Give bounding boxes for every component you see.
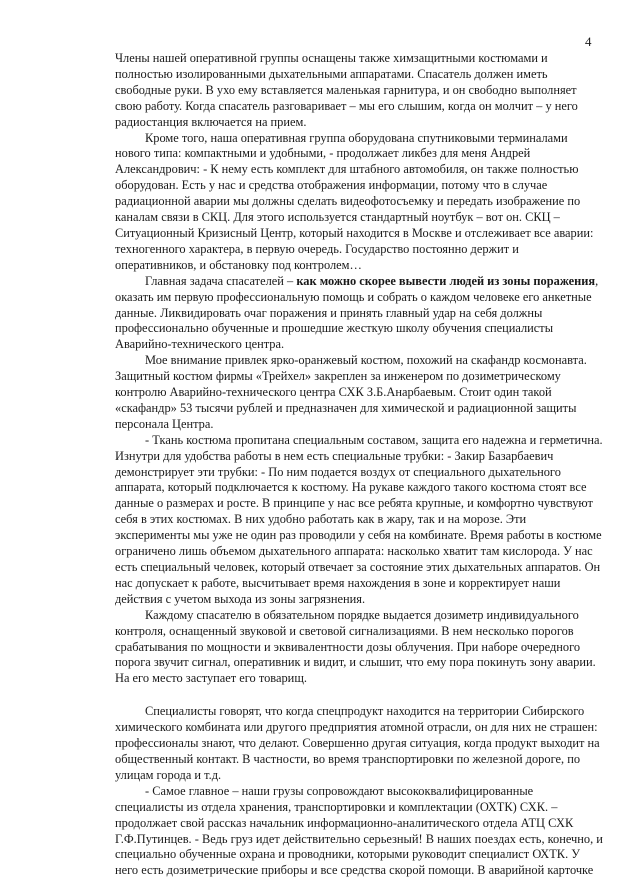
- main-task-rest: , оказать им первую профессиональную помощь и собрать о каждом человеке его анкетные данные. Ликвидировать очаг поражения и принять главный удар на себя должны профессионально обученные и прошедшие жесткую школу обучения специалисты Аварийно-технического центра.: [115, 273, 599, 352]
- paragraph-dosimeter: Каждому спасателю в обязательном порядке выдается дозиметр индивидуального контроля, оснащенный звуковой и световой сигнализациями. В нем несколько порогов срабатывания по мощности и эквивалентности дозы облучения. При наборе очередного порога звучит сигнал, оперативник и видит, и слышит, что ему пора покинуть зону аварии. На его место заступает его товарищ.: [115, 607, 596, 686]
- paragraph-cargo-escort: - Самое главное – наши грузы сопровождают высококвалифицированные специалисты из отдела хранения, транспортировки и комплектации (ОХТК) СХК. – продолжает свой рассказ начальник информационно-аналитического отдела АТЦ СХК Г.Ф.Путинцев. - Ведь груз идет действительно серьезный! В наших поездах есть, конечно, и специально обученные охрана и проводники, которыми руководит специалист ОХТК. У него есть дозиметрические приборы и все средства скорой помощи. В аварийной карточке: [115, 783, 603, 878]
- main-task-lead: Главная задача спасателей –: [145, 273, 297, 288]
- paragraph-main-task: [115, 274, 603, 354]
- page-number: 4: [585, 34, 592, 49]
- document-body: [115, 51, 603, 879]
- paragraph-orange-suit: Мое внимание привлек ярко-оранжевый костюм, похожий на скафандр космонавта. Защитный костюм фирмы «Трейхел» закреплен за инженером по дозиметрическому контролю Аварийно-технического центра СХК З.Б.Анарбаевым. Стоит один такой «скафандр» 53 тысячи рублей и предназначен для химической и радиационной защиты персонала Центра.: [115, 353, 587, 431]
- paragraph-suit-fabric: - Ткань костюма пропитана специальным составом, защита его надежна и герметична. Изнутри для удобства работы в нем есть специальные трубки: - Закир Базарбаевич демонстрирует эти трубки: - По ним подается воздух от специального дыхательного аппарата, который подключается к костюму. На рукаве каждого такого костюма стоят все данные о размерах и росте. В принципе у нас все ребята крупные, и комфортно чувствуют себя в этих костюмах. В них удобно работать как в жару, так и на морозе. Эти эксперименты мы уже не один раз проводили у себя на комбинате. Время работы в костюме ограничено лишь объемом дыхательного аппарата: насколько хватит там кислорода. У нас есть специальный человек, который отвечает за состояние этих дыхательных аппаратов. Он нас допускает к работе, высчитывает время нахождения в зоне и корректирует наши действия с учетом выхода из зоны загрязнения.: [115, 432, 603, 606]
- main-task-emphasis: как можно скорее вывести людей из зоны поражения: [296, 273, 596, 288]
- paragraph-satellite-terminals: Кроме того, наша оперативная группа оборудована спутниковыми терминалами нового типа: компактными и удобными, - продолжает ликбез для меня Андрей Александрович: - К нему есть комплект для штабного автомобиля, он также полностью оборудован. Есть у нас и средства отображения информации, потому что в случае радиационной аварии мы должны сделать видеофотосъемку и передать изображение по каналам связи в СКЦ. Для этого используется стандартный ноутбук – вот он. СКЦ – Ситуационный Кризисный Центр, который находится в Москве и отслеживает все аварии: техногенного характера, в первую очередь. Государство постоянно держит и оперативников, и обстановку под контролем…: [115, 130, 594, 272]
- paragraph-protective-gear: Члены нашей оперативной группы оснащены также химзащитными костюмами и полностью изолированными дыхательными аппаратами. Спасатель должен иметь свободные руки. В ухо ему вставляется маленькая гарнитура, и он свободно выполняет свою работу. Когда спасатель разговаривает – мы его слышим, когда он молчит – у него радиостанция включается на прием.: [115, 51, 578, 129]
- paragraph-specialists: Специалисты говорят, что когда спецпродукт находится на территории Сибирского химического комбината или другого предприятия атомной отрасли, он для них не страшен: профессионалы знают, что делают. Совершенно другая ситуация, когда продукт выходит на общественный контакт. В частности, во время транспортировки по железной дороге, по улицам города и т.д.: [115, 704, 600, 782]
